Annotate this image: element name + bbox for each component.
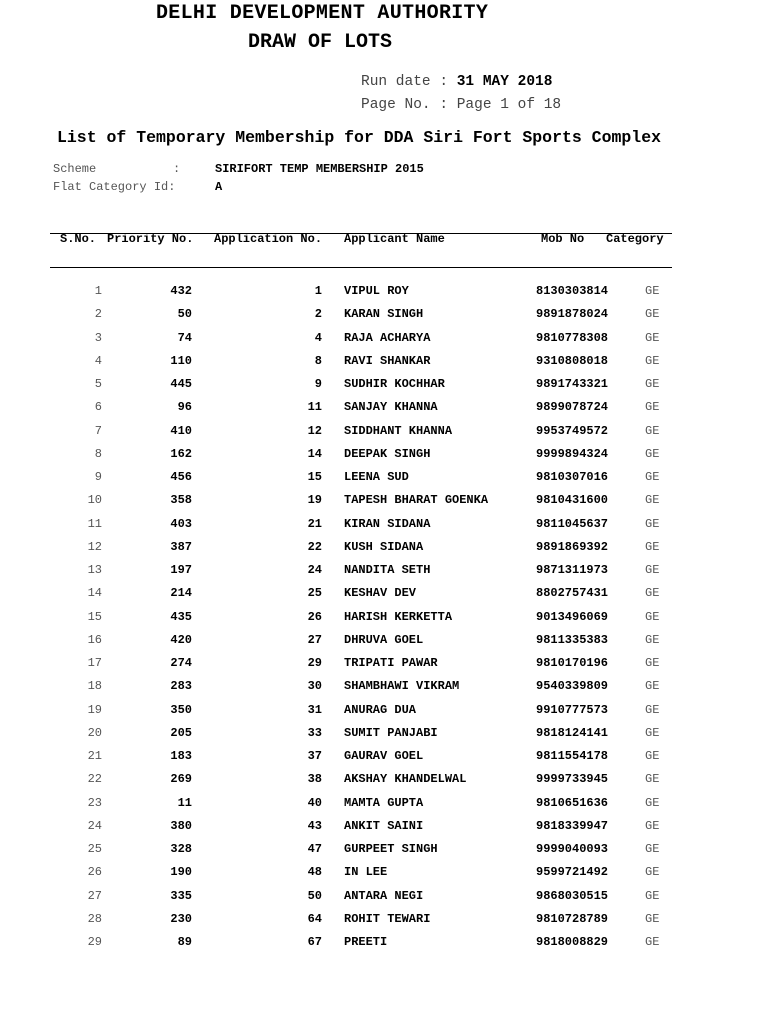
priority-number-cell: 328 [170,842,192,856]
applicant-name-cell: ANTARA NEGI [344,888,424,903]
mobile-number-cell: 9810431600 [536,493,609,508]
priority-number-cell: 269 [170,772,192,787]
category-cell: GE [645,446,660,461]
priority-number-cell: 274 [170,656,192,670]
priority-number-cell: 403 [170,516,192,531]
serial-number-cell: 8 [94,446,102,461]
applicant-name-cell: LEENA SUD [344,470,409,484]
table-row [0,377,768,397]
mobile-number-cell: 9999040093 [536,842,609,856]
application-number-cell: 24 [307,563,322,577]
mobile-number-cell: 9868030515 [536,888,609,903]
organization-name: DELHI DEVELOPMENT AUTHORITY [156,2,489,25]
priority-number-cell: 205 [170,725,192,740]
mobile-number-cell: 9999733945 [536,772,609,787]
application-number-cell: 40 [307,795,322,810]
serial-number-cell: 1 [94,284,102,298]
application-number-cell: 48 [307,865,322,880]
mobile-number-cell: 9899078724 [536,400,609,415]
application-number-cell: 31 [307,702,322,717]
mobile-number-cell: 8130303814 [536,284,609,298]
application-number-cell: 38 [307,772,322,787]
run-date [361,74,552,90]
serial-number-cell: 22 [87,772,102,787]
application-number-cell: 22 [307,539,322,554]
category-cell: GE [645,307,660,322]
table-row [0,307,768,327]
serial-number-cell: 14 [87,586,102,601]
page-number [361,97,561,113]
table-row [0,633,768,653]
table-row [0,679,768,699]
category-cell: GE [645,586,660,601]
applicant-name-cell: SANJAY KHANNA [344,400,438,415]
applicant-name-cell: MAMTA GUPTA [344,795,424,810]
table-row [0,563,768,583]
application-number-cell: 1 [314,284,322,298]
applicant-name-cell: ANKIT SAINI [344,818,424,833]
serial-number-cell: 12 [87,539,102,554]
priority-number-cell: 387 [170,539,192,554]
scheme-value: SIRIFORT TEMP MEMBERSHIP 2015 [215,162,424,176]
serial-number-cell: 9 [94,470,102,484]
serial-number-cell: 5 [94,377,102,391]
page-number-label: Page No. : [361,97,449,113]
priority-number-cell: 230 [170,911,192,926]
priority-number-cell: 50 [177,307,192,322]
application-number-cell: 37 [307,749,322,763]
priority-number-cell: 96 [177,400,192,415]
applicant-name-cell: KESHAV DEV [344,586,417,601]
applicant-name-cell: TAPESH BHARAT GOENKA [344,493,489,508]
mobile-number-cell: 9810728789 [536,911,609,926]
category-cell: GE [645,493,660,508]
application-number-cell: 43 [307,818,322,833]
serial-number-cell: 27 [87,888,102,903]
column-header-application: Application No. [214,232,323,246]
application-number-cell: 33 [307,725,322,740]
table-row [0,354,768,374]
mobile-number-cell: 9871311973 [536,563,609,577]
table-row [0,493,768,513]
mobile-number-cell: 9810778308 [536,330,609,345]
table-row [0,517,768,537]
table-row [0,912,768,932]
priority-number-cell: 410 [170,423,192,438]
table-row [0,447,768,467]
serial-number-cell: 4 [94,353,102,368]
applicant-name-cell: GAURAV GOEL [344,749,424,763]
document-title: DRAW OF LOTS [248,31,393,54]
mobile-number-cell: 9310808018 [536,353,609,368]
flat-category-label: Flat Category Id: [53,180,176,194]
mobile-number-cell: 9810651636 [536,795,609,810]
table-row [0,703,768,723]
serial-number-cell: 26 [87,865,102,880]
priority-number-cell: 190 [170,865,192,880]
page-number-value: Page 1 of 18 [456,97,562,113]
applicant-name-cell: SHAMBHAWI VIKRAM [344,679,460,694]
priority-number-cell: 214 [170,586,192,601]
category-cell: GE [645,353,660,368]
applicant-name-cell: ROHIT TEWARI [344,911,431,926]
serial-number-cell: 3 [94,330,102,345]
application-number-cell: 67 [307,935,322,949]
priority-number-cell: 350 [170,702,192,717]
application-number-cell: 27 [307,632,322,647]
category-cell: GE [645,609,660,624]
mobile-number-cell: 9910777573 [536,702,609,717]
application-number-cell: 12 [307,423,322,438]
serial-number-cell: 23 [87,795,102,810]
category-cell: GE [645,400,660,415]
applicant-name-cell: IN LEE [344,865,388,880]
category-cell: GE [645,772,660,787]
category-cell: GE [645,632,660,647]
serial-number-cell: 2 [94,307,102,322]
table-row [0,470,768,490]
applicant-name-cell: RAVI SHANKAR [344,353,431,368]
table-row [0,749,768,769]
priority-number-cell: 358 [170,493,192,508]
applicant-name-cell: KIRAN SIDANA [344,516,431,531]
mobile-number-cell: 9811335383 [536,632,609,647]
column-header-sno: S.No. [60,232,97,246]
serial-number-cell: 21 [87,749,102,763]
serial-number-cell: 16 [87,632,102,647]
applicant-name-cell: DEEPAK SINGH [344,446,431,461]
category-cell: GE [645,470,660,484]
category-cell: GE [645,842,660,856]
category-cell: GE [645,935,660,949]
column-header-mob-no: Mob No [541,232,585,246]
priority-number-cell: 89 [177,935,192,949]
application-number-cell: 9 [314,377,322,391]
category-cell: GE [645,539,660,554]
table-row [0,400,768,420]
priority-number-cell: 456 [170,470,192,484]
priority-number-cell: 435 [170,609,192,624]
column-header-priority: Priority No. [107,232,194,246]
serial-number-cell: 19 [87,702,102,717]
serial-number-cell: 7 [94,423,102,438]
category-cell: GE [645,563,660,577]
table-row [0,865,768,885]
table-row [0,424,768,444]
category-cell: GE [645,749,660,763]
serial-number-cell: 24 [87,818,102,833]
flat-category-value: A [215,180,223,194]
applicant-name-cell: DHRUVA GOEL [344,632,424,647]
applicant-name-cell: AKSHAY KHANDELWAL [344,772,467,787]
category-cell: GE [645,679,660,694]
priority-number-cell: 197 [170,563,192,577]
table-row [0,284,768,304]
priority-number-cell: 445 [170,377,192,391]
serial-number-cell: 25 [87,842,102,856]
category-cell: GE [645,284,660,298]
category-cell: GE [645,725,660,740]
application-number-cell: 26 [307,609,322,624]
mobile-number-cell: 9818339947 [536,818,609,833]
table-row [0,889,768,909]
table-row [0,610,768,630]
applicant-name-cell: RAJA ACHARYA [344,330,431,345]
mobile-number-cell: 9818124141 [536,725,609,740]
applicant-name-cell: HARISH KERKETTA [344,609,453,624]
applicant-name-cell: NANDITA SETH [344,563,431,577]
priority-number-cell: 162 [170,446,192,461]
priority-number-cell: 432 [170,284,192,298]
application-number-cell: 29 [307,656,322,670]
category-cell: GE [645,702,660,717]
serial-number-cell: 15 [87,609,102,624]
priority-number-cell: 420 [170,632,192,647]
application-number-cell: 21 [307,516,322,531]
category-cell: GE [645,818,660,833]
table-row [0,540,768,560]
application-number-cell: 19 [307,493,322,508]
application-number-cell: 64 [307,911,322,926]
run-date-value: 31 MAY 2018 [456,74,553,90]
table-row [0,819,768,839]
applicant-name-cell: TRIPATI PAWAR [344,656,438,670]
mobile-number-cell: 9810170196 [536,656,609,670]
application-number-cell: 50 [307,888,322,903]
serial-number-cell: 18 [87,679,102,694]
applicant-name-cell: SUMIT PANJABI [344,725,438,740]
category-cell: GE [645,423,660,438]
table-row [0,772,768,792]
serial-number-cell: 28 [87,911,102,926]
application-number-cell: 30 [307,679,322,694]
serial-number-cell: 13 [87,563,102,577]
serial-number-cell: 29 [87,935,102,949]
application-number-cell: 14 [307,446,322,461]
applicant-name-cell: VIPUL ROY [344,284,409,298]
applicant-name-cell: KARAN SINGH [344,307,424,322]
list-title: List of Temporary Membership for DDA Siri Fort Sports Complex [57,128,661,147]
applicant-name-cell: GURPEET SINGH [344,842,438,856]
serial-number-cell: 11 [87,516,102,531]
table-row [0,656,768,676]
applicant-name-cell: SIDDHANT KHANNA [344,423,453,438]
application-number-cell: 47 [307,842,322,856]
mobile-number-cell: 9891869392 [536,539,609,554]
application-number-cell: 15 [307,470,322,484]
category-cell: GE [645,888,660,903]
category-cell: GE [645,911,660,926]
column-header-category: Category [606,232,664,246]
serial-number-cell: 6 [94,400,102,415]
priority-number-cell: 283 [170,679,192,694]
mobile-number-cell: 9999894324 [536,446,609,461]
mobile-number-cell: 9810307016 [536,470,609,484]
mobile-number-cell: 9540339809 [536,679,609,694]
mobile-number-cell: 9953749572 [536,423,609,438]
applicant-name-cell: KUSH SIDANA [344,539,424,554]
applicant-name-cell: ANURAG DUA [344,702,417,717]
priority-number-cell: 11 [177,795,192,810]
column-header-applicant-name: Applicant Name [344,232,445,246]
category-cell: GE [645,377,660,391]
serial-number-cell: 17 [87,656,102,670]
mobile-number-cell: 8802757431 [536,586,609,601]
applicant-name-cell: PREETI [344,935,388,949]
mobile-number-cell: 9891878024 [536,307,609,322]
mobile-number-cell: 9891743321 [536,377,609,391]
priority-number-cell: 183 [170,749,192,763]
priority-number-cell: 335 [170,888,192,903]
table-header-rule [50,267,672,268]
category-cell: GE [645,656,660,670]
priority-number-cell: 110 [170,353,192,368]
mobile-number-cell: 9811554178 [536,749,609,763]
serial-number-cell: 10 [87,493,102,508]
mobile-number-cell: 9013496069 [536,609,609,624]
mobile-number-cell: 9599721492 [536,865,609,880]
serial-number-cell: 20 [87,725,102,740]
application-number-cell: 4 [314,330,322,345]
table-row [0,935,768,955]
table-row [0,726,768,746]
applicant-name-cell: SUDHIR KOCHHAR [344,377,445,391]
table-row [0,331,768,351]
application-number-cell: 8 [314,353,322,368]
table-row [0,796,768,816]
category-cell: GE [645,516,660,531]
category-cell: GE [645,795,660,810]
application-number-cell: 25 [307,586,322,601]
table-row [0,586,768,606]
scheme-colon: : [173,162,181,176]
run-date-label: Run date : [361,74,449,90]
mobile-number-cell: 9818008829 [536,935,609,949]
category-cell: GE [645,330,660,345]
mobile-number-cell: 9811045637 [536,516,609,531]
scheme-label: Scheme [53,162,97,176]
priority-number-cell: 74 [177,330,192,345]
priority-number-cell: 380 [170,818,192,833]
application-number-cell: 11 [307,400,322,415]
category-cell: GE [645,865,660,880]
table-row [0,842,768,862]
application-number-cell: 2 [314,307,322,322]
